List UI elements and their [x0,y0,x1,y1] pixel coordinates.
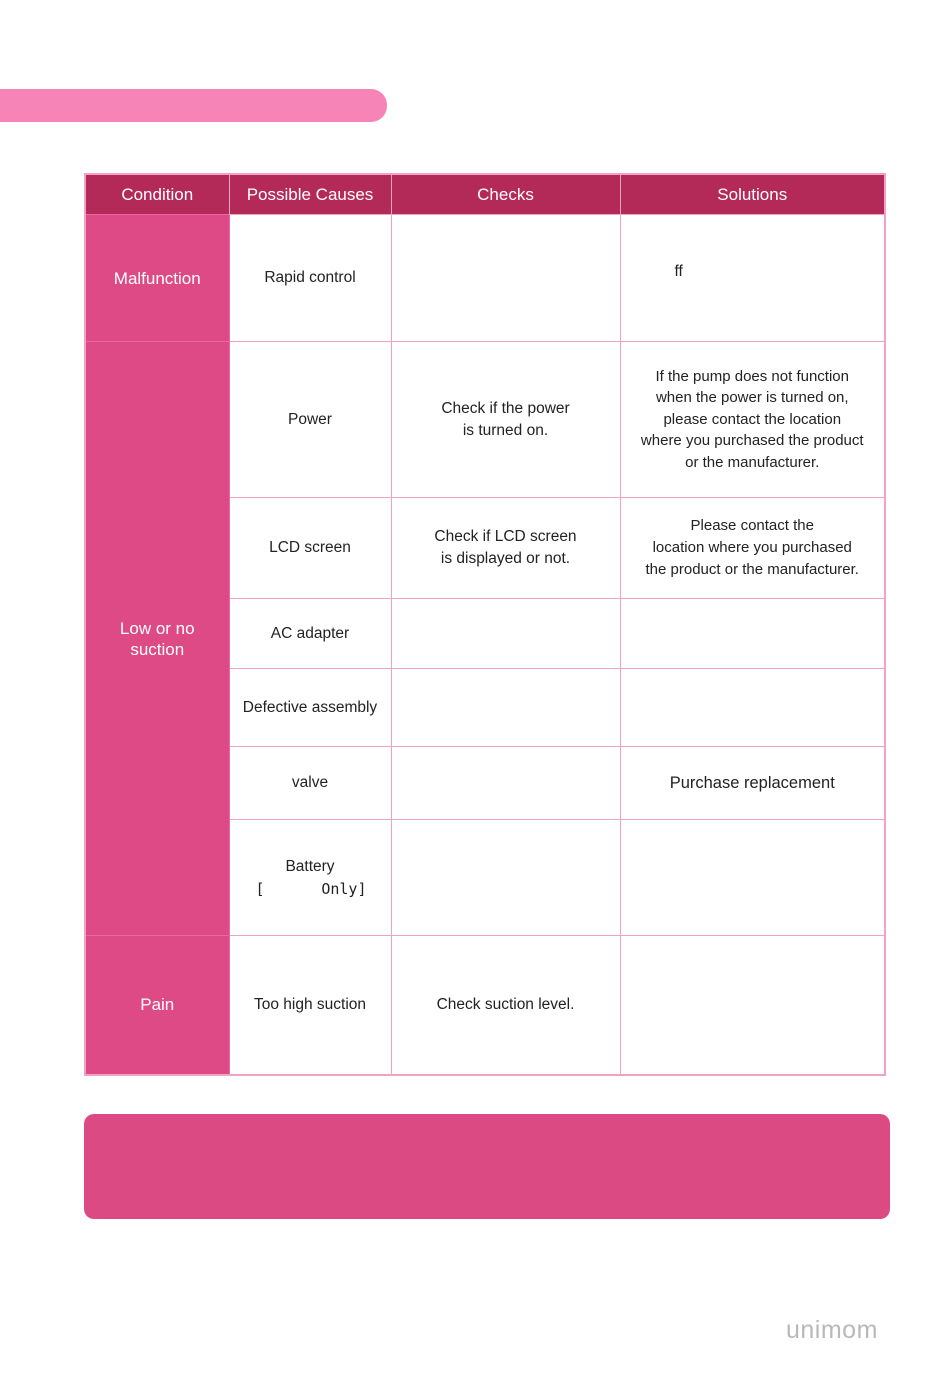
solution-cell: Purchase replacement [620,747,885,820]
condition-low-suction: Low or no suction [85,342,229,936]
condition-pain: Pain [85,936,229,1075]
table-row [85,215,885,342]
check-cell [391,599,620,669]
cause-battery-note [236,878,385,900]
header-accent-bar [0,89,387,122]
note-box [84,1114,890,1219]
cause-cell: Power [229,342,391,498]
solution-cell [620,599,885,669]
table-row [85,936,885,1075]
column-header-checks: Checks [391,174,620,215]
cause-cell: valve [229,747,391,820]
check-cell: Check if LCD screen is displayed or not. [391,498,620,599]
cause-battery-label: Battery [285,857,335,875]
cause-cell: AC adapter [229,599,391,669]
solution-cell [620,669,885,747]
cause-cell: Defective assembly [229,669,391,747]
bracket-open: [ [255,879,265,898]
check-cell [391,820,620,936]
solution-text: ff [674,263,683,280]
table-header-row [85,174,885,215]
cause-cell: LCD screen [229,498,391,599]
column-header-solutions: Solutions [620,174,885,215]
cause-cell: Too high suction [229,936,391,1075]
solution-cell [620,215,885,342]
table-row [85,342,885,498]
troubleshooting-table [84,173,886,1076]
check-cell: Check suction level. [391,936,620,1075]
column-header-condition: Condition [85,174,229,215]
check-cell [391,215,620,342]
check-cell [391,747,620,820]
solution-cell: Please contact the location where you purchased the product or the manufacturer. [620,498,885,599]
solution-cell [620,820,885,936]
solution-cell: If the pump does not function when the power is turned on, please contact the location where you purchased the product or the manufacturer. [620,342,885,498]
check-cell [391,669,620,747]
cause-cell: Rapid control [229,215,391,342]
check-cell: Check if the power is turned on. [391,342,620,498]
solution-cell [620,936,885,1075]
unimom-logo: unimom [786,1316,878,1344]
condition-malfunction: Malfunction [85,215,229,342]
battery-only-text: Only] [321,879,367,898]
cause-cell [229,820,391,936]
column-header-possible-causes: Possible Causes [229,174,391,215]
